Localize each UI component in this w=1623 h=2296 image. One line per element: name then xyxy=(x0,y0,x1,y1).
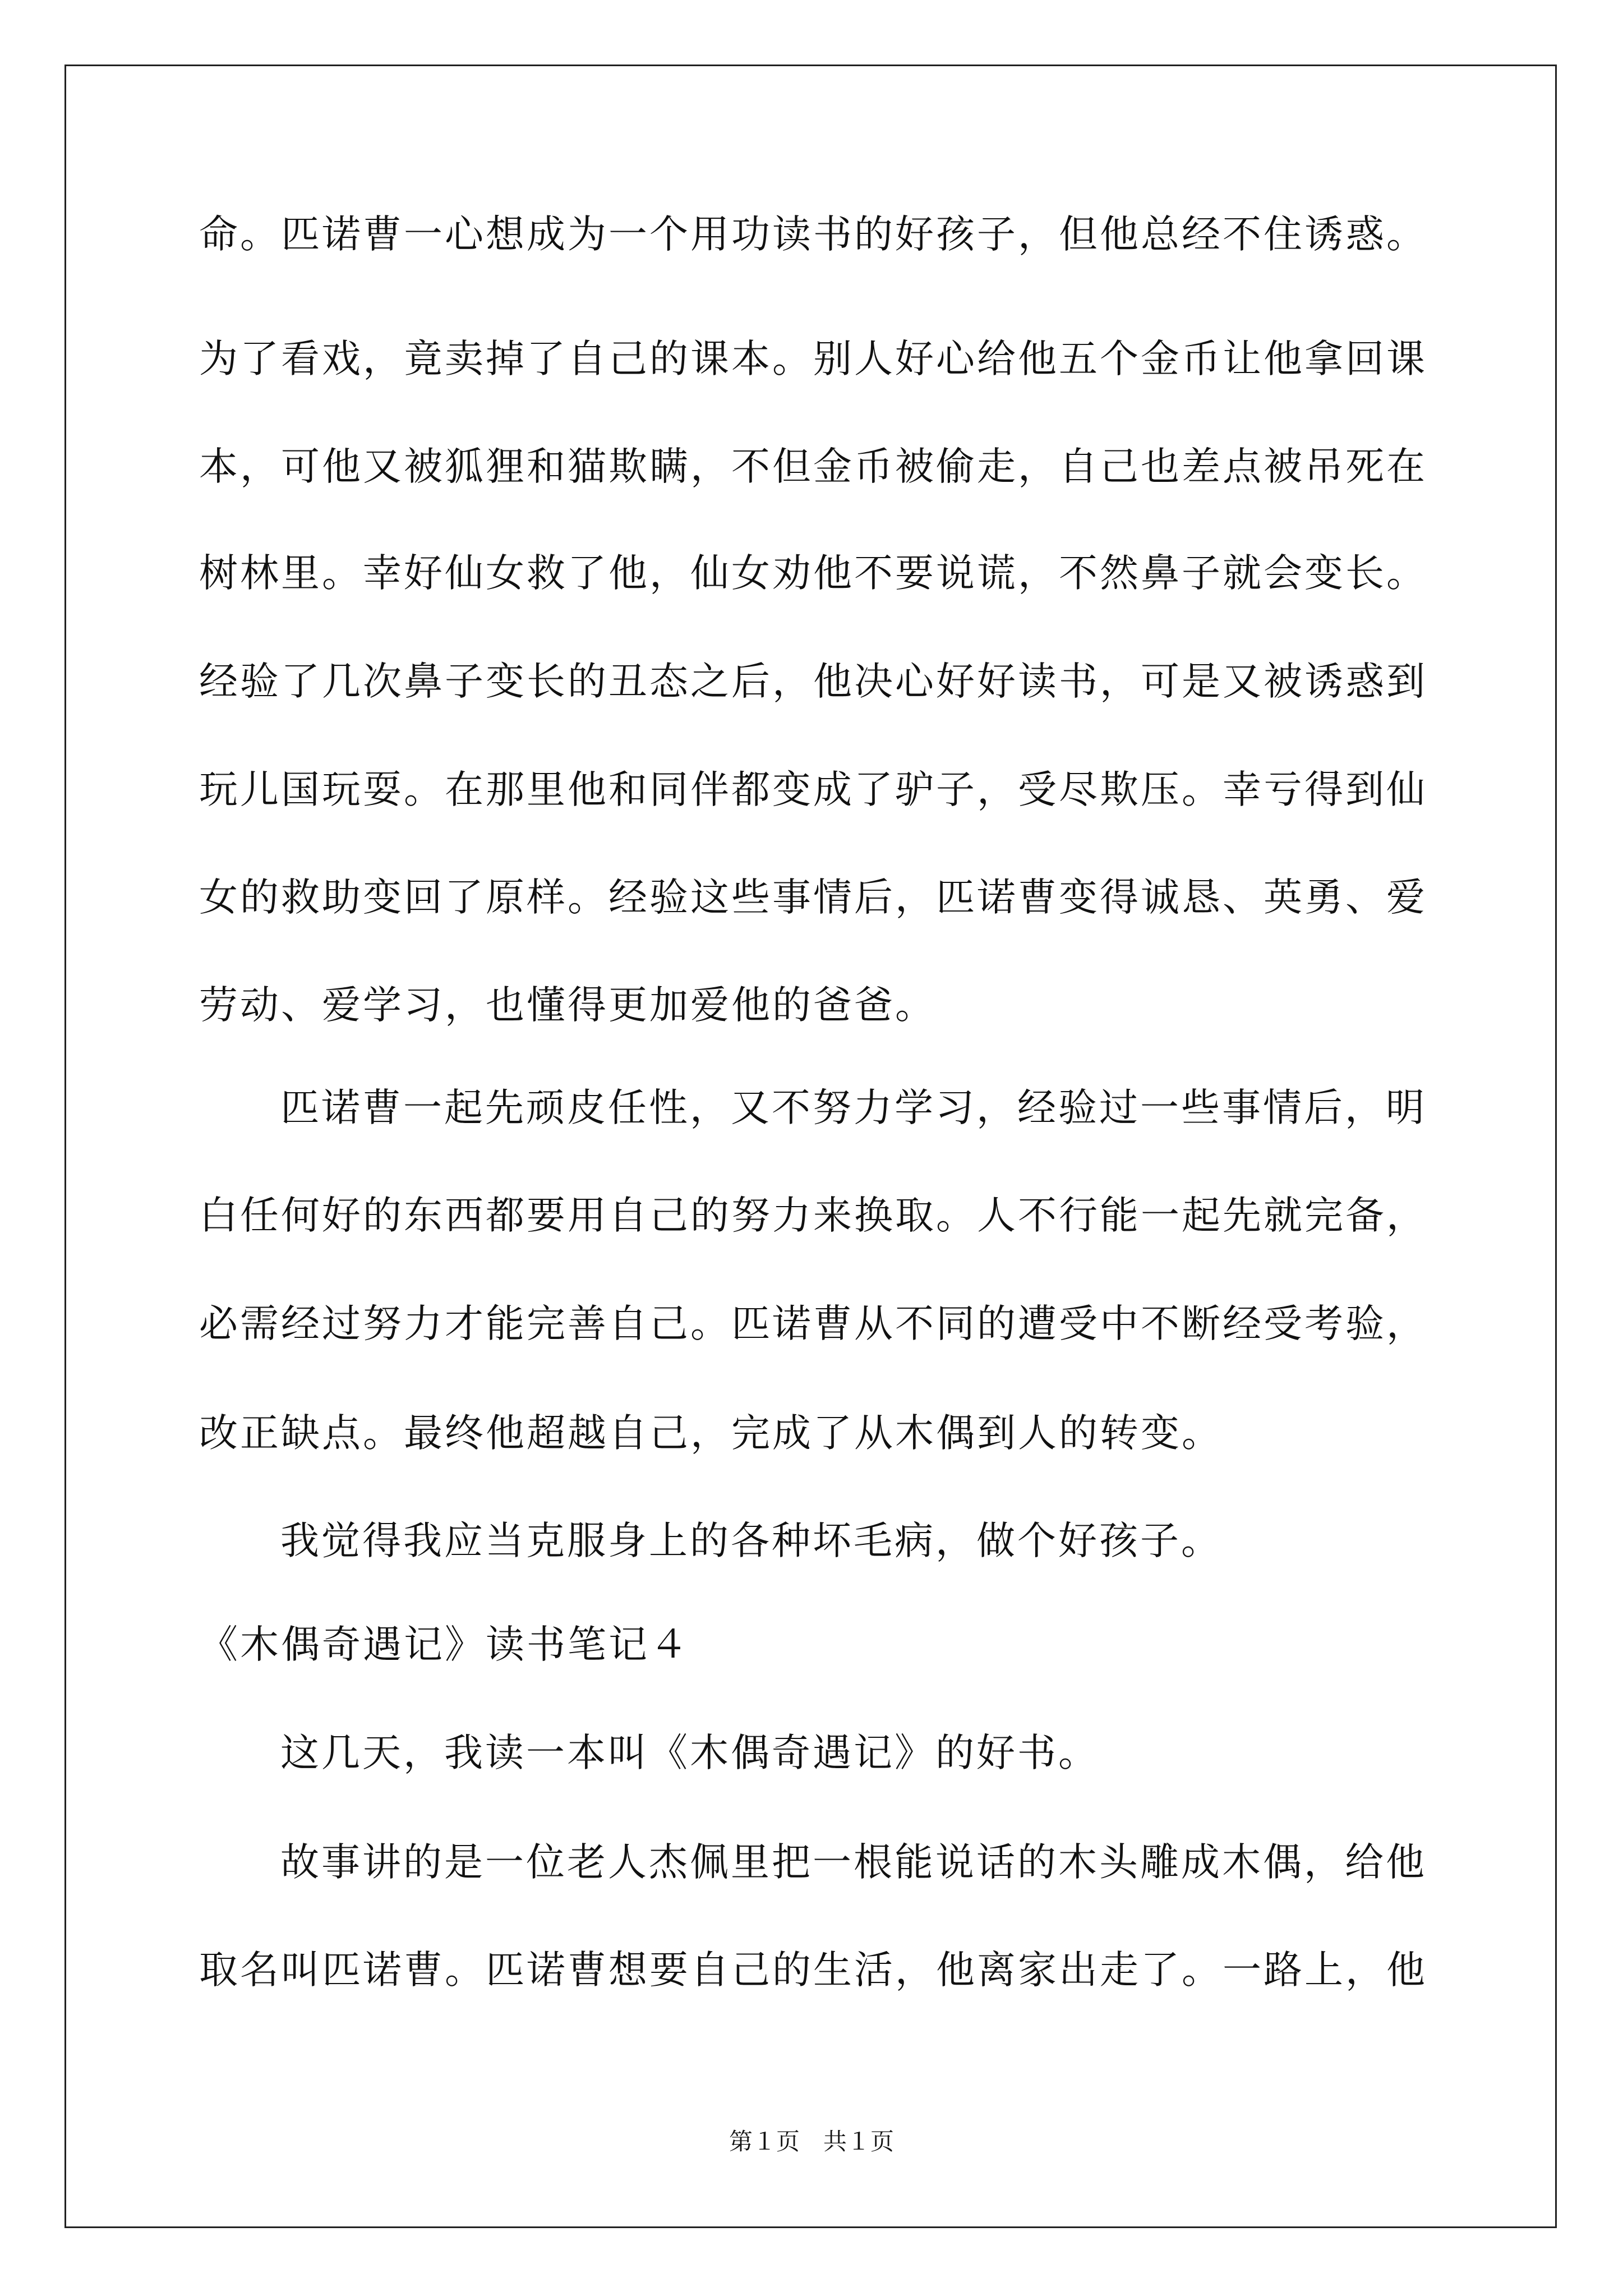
paragraph-line: 匹诺曹一起先顽皮任性，又不努力学习，经验过一些事情后，明 xyxy=(280,1085,1427,1130)
page-footer: 第１页 共１页 xyxy=(728,2128,894,2155)
section-heading: 《木偶奇遇记》读书笔记４ xyxy=(199,1622,690,1667)
paragraph-line: 为了看戏，竟卖掉了自己的课本。别人好心给他五个金币让他拿回课 xyxy=(199,337,1427,381)
page-border xyxy=(64,65,1557,2228)
paragraph-line: 故事讲的是一位老人杰佩里把一根能说话的木头雕成木偶，给他 xyxy=(280,1840,1427,1885)
paragraph-line: 这几天，我读一本叫《木偶奇遇记》的好书。 xyxy=(280,1731,1099,1775)
paragraph-line: 改正缺点。最终他超越自己，完成了从木偶到人的转变。 xyxy=(199,1411,1223,1456)
paragraph-line: 女的救助变回了原样。经验这些事情后，匹诺曹变得诚恳、英勇、爱 xyxy=(199,875,1427,920)
paragraph-line: 我觉得我应当克服身上的各种坏毛病，做个好孩子。 xyxy=(280,1519,1222,1563)
paragraph-line: 树林里。幸好仙女救了他，仙女劝他不要说谎，不然鼻子就会变长。 xyxy=(199,551,1427,596)
paragraph-line: 必需经过努力才能完善自己。匹诺曹从不同的遭受中不断经受考验， xyxy=(199,1301,1427,1346)
paragraph-line: 玩儿国玩耍。在那里他和同伴都变成了驴子，受尽欺压。幸亏得到仙 xyxy=(199,767,1427,812)
paragraph-line: 取名叫匹诺曹。匹诺曹想要自己的生活，他离家出走了。一路上，他 xyxy=(199,1948,1427,1993)
paragraph-line: 劳动、爱学习，也懂得更加爱他的爸爸。 xyxy=(199,983,936,1028)
paragraph-line: 经验了几次鼻子变长的丑态之后，他决心好好读书，可是又被诱惑到 xyxy=(199,659,1427,704)
paragraph-line: 命。匹诺曹一心想成为一个用功读书的好孩子，但他总经不住诱惑。 xyxy=(199,212,1427,257)
paragraph-line: 白任何好的东西都要用自己的努力来换取。人不行能一起先就完备， xyxy=(199,1193,1427,1238)
paragraph-line: 本，可他又被狐狸和猫欺瞒，不但金币被偷走，自己也差点被吊死在 xyxy=(199,444,1427,489)
